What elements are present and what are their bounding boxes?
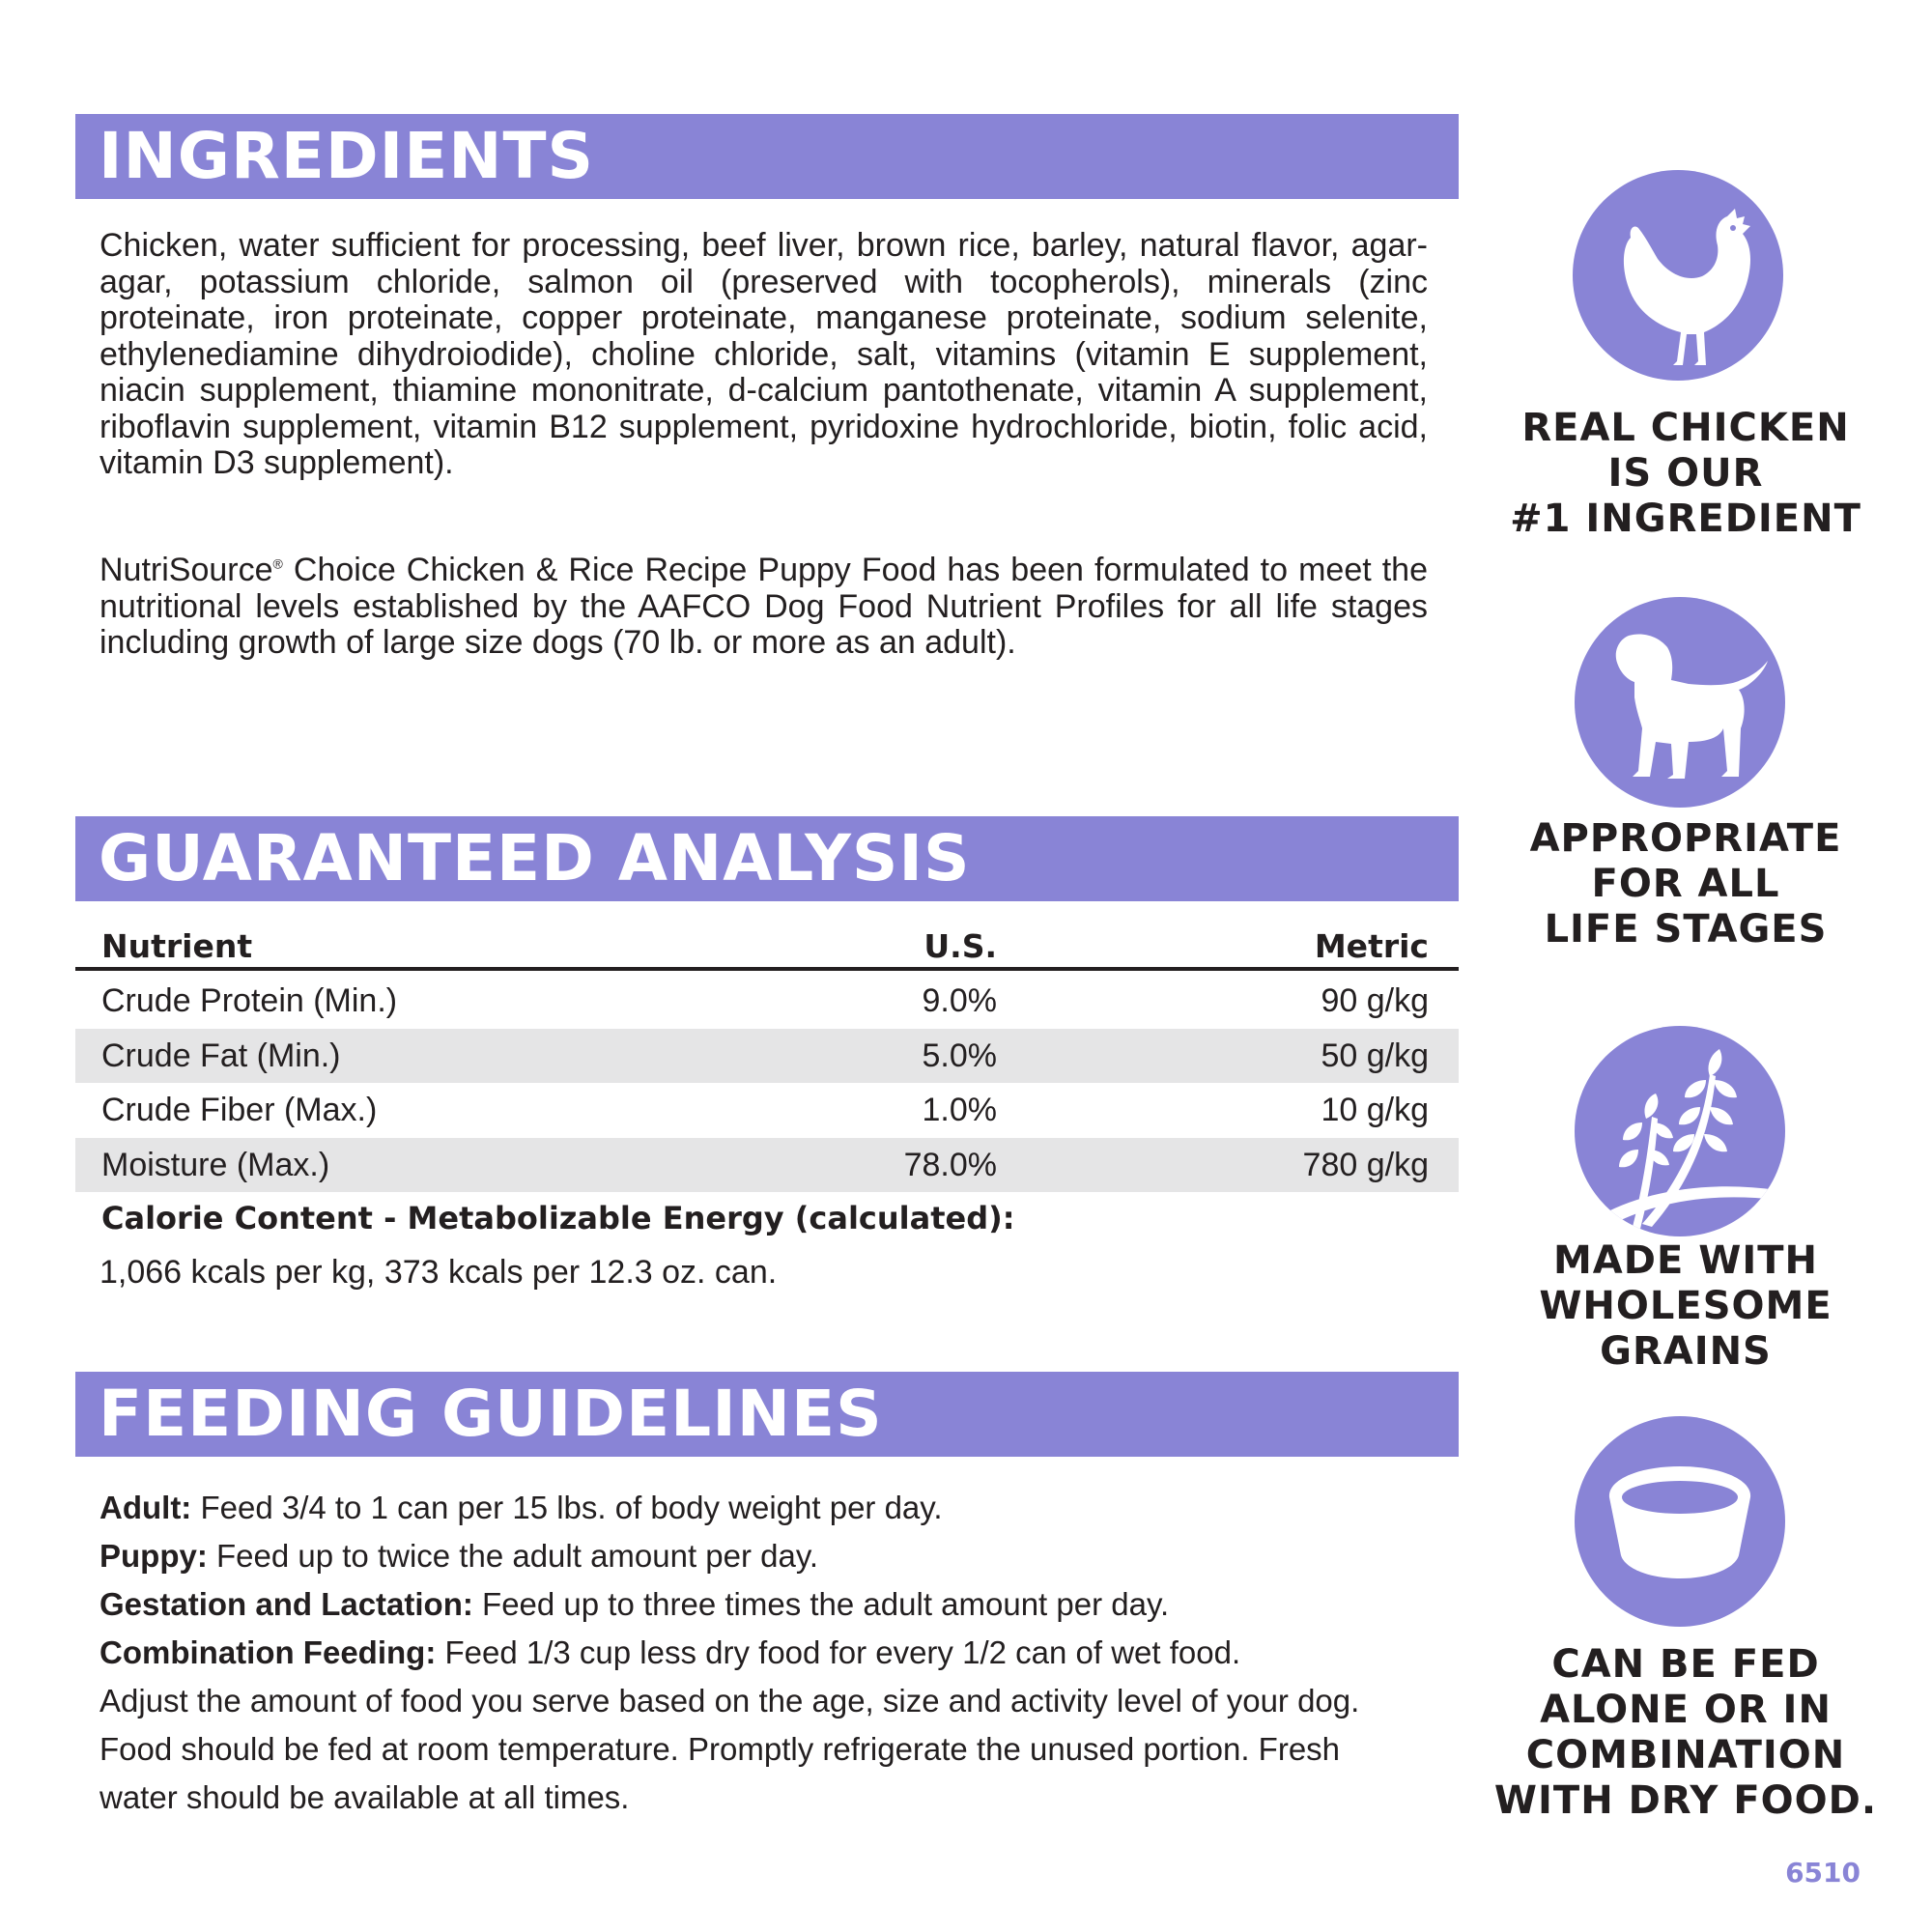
feeding-line-gestation (99, 1580, 1442, 1629)
badge-line: APPROPRIATE (1529, 816, 1842, 861)
us-value: 78.0% (903, 1147, 997, 1183)
badge-line: LIFE STAGES (1544, 907, 1828, 952)
badge-line: CAN BE FED (1551, 1642, 1820, 1687)
table-row (75, 1083, 1459, 1137)
badge-line: #1 INGREDIENT (1510, 497, 1861, 541)
feeding-label: Puppy: (99, 1538, 208, 1574)
feeding-guidelines-header: FEEDING GUIDELINES (75, 1372, 1459, 1457)
us-value: 5.0% (922, 1037, 997, 1074)
ingredients-header: INGREDIENTS (75, 114, 1459, 199)
ingredients-list: Chicken, water sufficient for processing, beef liver, brown rice, barley, natural flavor, agar-agar, potassium chloride, salmon oil (preserved with tocopherols), minerals (zinc proteinate, iron proteinate, copper proteinate, manganese proteinate, sodium selenite, ethylenediamine dihydroiodide), choline chloride, salt, vitamins (vitamin E supplement, niacin supplement, thiamine mononitrate, d-calcium pantothenate, vitamin A supplement, riboflavin supplement, vitamin B12 supplement, pyridoxine hydrochloride, biotin, folic acid, vitamin D3 supplement). (99, 227, 1428, 481)
nutrient-name: Moisture (Max.) (101, 1147, 330, 1183)
feeding-text: Feed 1/3 cup less dry food for every 1/2 can of wet food. (436, 1634, 1241, 1670)
badge-line: FOR ALL (1591, 862, 1780, 906)
calorie-content-value: 1,066 kcals per kg, 373 kcals per 12.3 oz. can. (99, 1254, 778, 1291)
metric-value: 10 g/kg (1321, 1092, 1429, 1128)
grain-icon (1575, 1026, 1785, 1236)
badge-line: WHOLESOME (1539, 1284, 1833, 1328)
badge-line: ALONE OR IN (1540, 1688, 1832, 1732)
analysis-table-header (75, 923, 1459, 971)
feeding-line-combination (99, 1629, 1442, 1677)
brand-name: NutriSource (99, 552, 273, 588)
badge-line: IS OUR (1607, 451, 1764, 496)
table-row (75, 974, 1459, 1028)
chicken-icon (1573, 170, 1783, 381)
badge-line: WITH DRY FOOD. (1493, 1778, 1878, 1823)
badge-text-grains (1488, 1238, 1884, 1375)
feeding-line-puppy (99, 1532, 1442, 1580)
col-us: U.S. (923, 927, 997, 965)
nutrient-name: Crude Fiber (Max.) (101, 1092, 378, 1128)
badge-line: GRAINS (1600, 1329, 1772, 1374)
feeding-note: water should be available at all times. (99, 1779, 630, 1815)
feeding-note: Adjust the amount of food you serve based on the age, size and activity level of your dog. (99, 1683, 1360, 1719)
metric-value: 90 g/kg (1321, 982, 1429, 1019)
feeding-text: Feed 3/4 to 1 can per 15 lbs. of body weight per day. (191, 1490, 943, 1525)
badge-line: COMBINATION (1525, 1733, 1846, 1777)
nutrient-name: Crude Fat (Min.) (101, 1037, 341, 1074)
feeding-label: Combination Feeding: (99, 1634, 437, 1670)
badge-text-real-chicken (1488, 406, 1884, 542)
table-row (75, 1029, 1459, 1083)
col-metric: Metric (1314, 927, 1429, 965)
feeding-note: Food should be fed at room temperature. Promptly refrigerate the unused portion. Fresh (99, 1731, 1341, 1767)
metric-value: 780 g/kg (1302, 1147, 1429, 1183)
col-nutrient: Nutrient (101, 927, 253, 965)
badge-line: MADE WITH (1553, 1238, 1818, 1283)
guaranteed-analysis-header: GUARANTEED ANALYSIS (75, 816, 1459, 901)
nutrient-name: Crude Protein (Min.) (101, 982, 398, 1019)
metric-value: 50 g/kg (1321, 1037, 1429, 1074)
feeding-line-adult (99, 1484, 1442, 1532)
us-value: 9.0% (922, 982, 997, 1019)
puppy-icon (1575, 597, 1785, 808)
badge-text-fed-alone (1488, 1642, 1884, 1824)
badge-text-life-stages (1488, 816, 1884, 952)
feeding-instructions (99, 1484, 1442, 1822)
feeding-label: Adult: (99, 1490, 192, 1525)
registered-mark: ® (272, 555, 283, 572)
feeding-text: Feed up to twice the adult amount per day. (207, 1538, 819, 1574)
us-value: 1.0% (922, 1092, 997, 1128)
feeding-label: Gestation and Lactation: (99, 1586, 473, 1622)
aafco-statement (99, 553, 1428, 662)
calorie-content-label: Calorie Content - Metabolizable Energy (calculated): (101, 1200, 1015, 1236)
table-row (75, 1138, 1459, 1192)
bowl-icon (1575, 1416, 1785, 1627)
feeding-text: Feed up to three times the adult amount per day. (472, 1586, 1170, 1622)
badge-line: REAL CHICKEN (1521, 406, 1850, 450)
statement-text: Choice Chicken & Rice Recipe Puppy Food has been formulated to meet the nutritional levels established by the AAFCO Dog Food Nutrient Profiles for all life stages including growth of large size dogs (70 lb. or more as an adult). (99, 552, 1428, 661)
product-code: 6510 (1785, 1857, 1861, 1889)
